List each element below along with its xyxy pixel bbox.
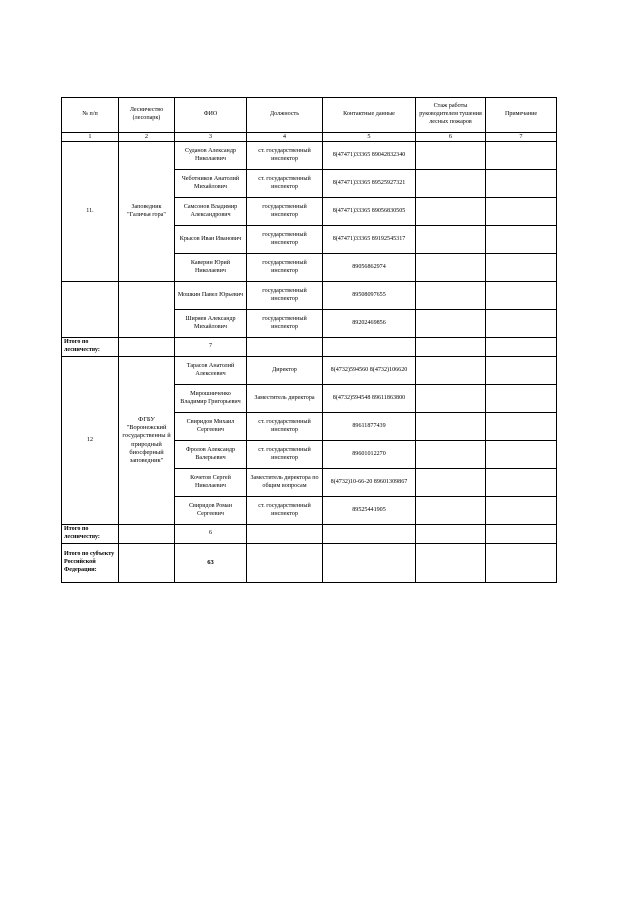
person-note [486, 357, 557, 385]
person-experience [416, 385, 486, 413]
forestry-name: ФГБУ "Воронежский государственны й природный биосферный заповедник" [119, 357, 175, 525]
subtotal-empty [323, 525, 416, 544]
group-number: 11. [62, 142, 119, 282]
header-position: Должность [247, 98, 323, 133]
person-fio: Самсонов Владимир Александрович [175, 198, 247, 226]
person-position: Заместитель директора по общим вопросам [247, 469, 323, 497]
person-contacts: 8(47471)33365 89192545317 [323, 226, 416, 254]
person-note [486, 282, 557, 310]
col-number: 6 [416, 133, 486, 142]
person-fio: Свиридов Роман Сергеевич [175, 497, 247, 525]
table-row [62, 282, 557, 310]
person-experience [416, 469, 486, 497]
person-experience [416, 357, 486, 385]
header-num: № п/п [62, 98, 119, 133]
person-fio: Кочетов Сергей Николаевич [175, 469, 247, 497]
person-position: государственный инспектор [247, 310, 323, 338]
person-fio: Фролов Александр Валерьевич [175, 441, 247, 469]
person-position: ст. государственный инспектор [247, 170, 323, 198]
person-note [486, 198, 557, 226]
person-position: ст. государственный инспектор [247, 441, 323, 469]
col-number: 1 [62, 133, 119, 142]
person-fio: Мошкин Павел Юрьевич [175, 282, 247, 310]
person-contacts: 8(47471)33365 89056830505 [323, 198, 416, 226]
subtotal-row [62, 338, 557, 357]
forestry-name-empty [119, 282, 175, 338]
person-experience [416, 170, 486, 198]
subtotal-empty [247, 525, 323, 544]
person-experience [416, 497, 486, 525]
group-number: 12 [62, 357, 119, 525]
header-contacts: Контактные данные [323, 98, 416, 133]
person-contacts: 8(4732)594548 89611863800 [323, 385, 416, 413]
person-contacts: 8(4732)594560 8(4732)106620 [323, 357, 416, 385]
person-note [486, 310, 557, 338]
col-number: 3 [175, 133, 247, 142]
grand-total-empty [247, 544, 323, 583]
header-fio: ФИО [175, 98, 247, 133]
person-note [486, 441, 557, 469]
table-row [62, 357, 557, 385]
person-contacts: 89525441905 [323, 497, 416, 525]
subtotal-empty [486, 525, 557, 544]
col-number: 7 [486, 133, 557, 142]
subtotal-value: 6 [175, 525, 247, 544]
person-position: государственный инспектор [247, 254, 323, 282]
person-note [486, 413, 557, 441]
forestry-name: Заповедник "Галичья гора" [119, 142, 175, 282]
header-note: Примечание [486, 98, 557, 133]
person-experience [416, 226, 486, 254]
person-fio: Ширяев Александр Михайлович [175, 310, 247, 338]
person-contacts: 89508097655 [323, 282, 416, 310]
person-fio: Тарасов Анатолий Алексеевич [175, 357, 247, 385]
person-experience [416, 198, 486, 226]
person-position: ст. государственный инспектор [247, 413, 323, 441]
header-forestry: Лесничество (лесопарк) [119, 98, 175, 133]
person-contacts: 8(47471)33365 89042832340 [323, 142, 416, 170]
subtotal-empty [416, 338, 486, 357]
col-number: 2 [119, 133, 175, 142]
person-fio: Каверин Юрий Николаевич [175, 254, 247, 282]
forest-fire-staff-table [61, 97, 557, 583]
column-numbers-row [62, 133, 557, 142]
person-fio: Мирошниченко Владимир Григорьевич [175, 385, 247, 413]
header-experience: Стаж работы руководителем тушения лесных пожаров [416, 98, 486, 133]
header-row [62, 98, 557, 133]
person-position: государственный инспектор [247, 198, 323, 226]
person-fio: Суданов Александр Николаевич [175, 142, 247, 170]
person-contacts: 89056862974 [323, 254, 416, 282]
person-experience [416, 413, 486, 441]
subtotal-empty [247, 338, 323, 357]
person-note [486, 226, 557, 254]
person-contacts: 8(47471)33365 89525927321 [323, 170, 416, 198]
person-experience [416, 282, 486, 310]
person-experience [416, 142, 486, 170]
person-experience [416, 441, 486, 469]
grand-total-empty [416, 544, 486, 583]
col-number: 5 [323, 133, 416, 142]
person-contacts: 8(4732)10-66-20 89601309867 [323, 469, 416, 497]
person-position: Заместитель директора [247, 385, 323, 413]
group-number-empty [62, 282, 119, 338]
person-position: государственный инспектор [247, 226, 323, 254]
person-position: ст. государственный инспектор [247, 142, 323, 170]
person-note [486, 142, 557, 170]
subtotal-value: 7 [175, 338, 247, 357]
subtotal-empty [486, 338, 557, 357]
person-fio: Свиридов Михаил Сергеевич [175, 413, 247, 441]
person-contacts: 89202469856 [323, 310, 416, 338]
person-note [486, 254, 557, 282]
person-fio: Крысов Иван Иванович [175, 226, 247, 254]
person-note [486, 170, 557, 198]
person-note [486, 385, 557, 413]
subtotal-row [62, 525, 557, 544]
person-experience [416, 310, 486, 338]
subtotal-empty [119, 338, 175, 357]
grand-total-empty [486, 544, 557, 583]
subtotal-empty [323, 338, 416, 357]
person-position: ст. государственный инспектор [247, 497, 323, 525]
grand-total-value: 63 [175, 544, 247, 583]
person-experience [416, 254, 486, 282]
grand-total-empty [323, 544, 416, 583]
person-position: Директор [247, 357, 323, 385]
subtotal-empty [119, 525, 175, 544]
grand-total-row [62, 544, 557, 583]
grand-total-empty [119, 544, 175, 583]
person-note [486, 469, 557, 497]
subtotal-empty [416, 525, 486, 544]
subtotal-label: Итого по лесничеству: [62, 338, 119, 357]
person-contacts: 89611877439 [323, 413, 416, 441]
grand-total-label: Итого по субъекту Российской Федерации: [62, 544, 119, 583]
person-fio: Чеботников Анатолий Михайлович [175, 170, 247, 198]
person-contacts: 89601012270 [323, 441, 416, 469]
person-position: государственный инспектор [247, 282, 323, 310]
subtotal-label: Итого по лесничеству: [62, 525, 119, 544]
person-note [486, 497, 557, 525]
col-number: 4 [247, 133, 323, 142]
table-row [62, 142, 557, 170]
